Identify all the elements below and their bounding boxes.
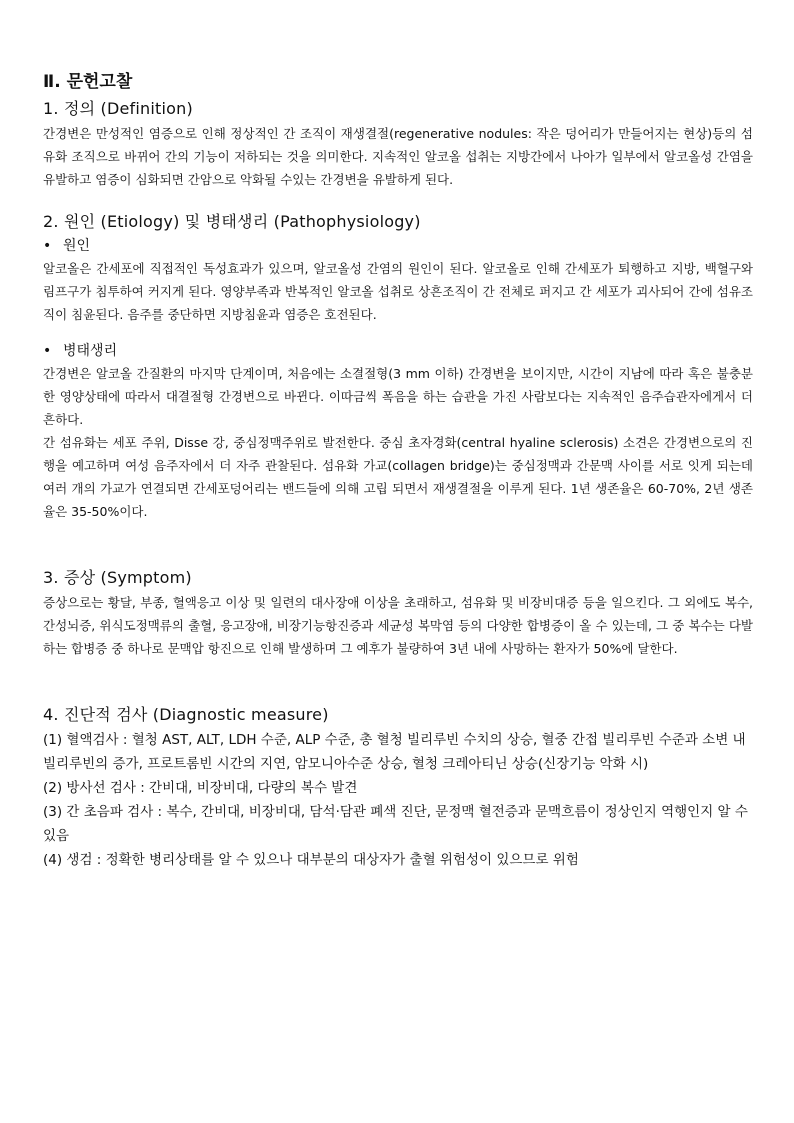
spacer bbox=[43, 523, 753, 567]
diagnostic-item-blood-test: (1) 혈액검사 : 혈청 AST, ALT, LDH 수준, ALP 수준, 총 혈청 빌리루빈 수치의 상승, 혈중 간접 빌리루빈 수준과 소변 내 빌리루빈의 증가, 프로트롬빈 시간의 지연, 암모니아수준 상승, 혈청 크레아티닌 상승(신장기능 악화 시) bbox=[43, 732, 746, 772]
cause-paragraph: 알코올은 간세포에 직접적인 독성효과가 있으며, 알코올성 간염의 원인이 된다. 알코올로 인해 간세포가 퇴행하고 지방, 백혈구와 림프구가 침투하여 커지게 된다. 영양부족과 반복적인 알코올 섭취로 상흔조직이 간 전체로 퍼지고 간 세포가 괴사되어 간에 섬유조직이 침윤된다. 음주를 중단하면 지방침윤과 염증은 호전된다. bbox=[43, 261, 753, 322]
diagnostic-item-radiology: (2) 방사선 검사 : 간비대, 비장비대, 다량의 복수 발견 bbox=[43, 780, 358, 796]
pathophysiology-paragraph-1: 간경변은 알코올 간질환의 마지막 단계이며, 처음에는 소결절형(3 mm 이하) 간경변을 보이지만, 시간이 지남에 따라 혹은 불충분한 영양상태에 따라서 대결절형 간경변으로 바뀐다. 이따금씩 폭음을 하는 습관을 가진 사람보다는 지속적인 음주습관자에게서 더 흔하다. bbox=[43, 366, 753, 427]
cause-bullet bbox=[43, 235, 753, 257]
section-etiology-title: 2. 원인 (Etiology) 및 병태생리 (Pathophysiology) bbox=[43, 212, 421, 231]
diagnostic-item-ultrasound: (3) 간 초음파 검사 : 복수, 간비대, 비장비대, 담석·담관 폐색 진단, 문정맥 혈전증과 문맥흐름이 정상인지 역행인지 알 수 있음 bbox=[43, 804, 748, 844]
chapter-title: Ⅱ. 문헌고찰 bbox=[43, 72, 133, 92]
spacer bbox=[43, 191, 753, 211]
pathophysiology-paragraph-2: 간 섬유화는 세포 주위, Disse 강, 중심정맥주위로 발전한다. 중심 초자경화(central hyaline sclerosis) 소견은 간경변으로의 진행을 예고하며 여성 음주자에서 더 자주 관찰된다. 섬유화 가교(collagen bridge)는 중심정맥과 간문맥 사이를 서로 잇게 되는데 여러 개의 가교가 연결되면 간세포덩어리는 밴드들에 의해 고립 되면서 재생결절을 이루게 된다. 1년 생존율은 60-70%, 2년 생존율은 35-50%이다. bbox=[43, 435, 753, 519]
bullet-icon: • bbox=[43, 343, 52, 359]
document-page bbox=[43, 70, 753, 872]
symptom-paragraph: 증상으로는 황달, 부종, 혈액응고 이상 및 일련의 대사장애 이상을 초래하고, 섬유화 및 비장비대증 등을 일으킨다. 그 외에도 복수, 간성뇌증, 위식도정맥류의 출혈, 응고장애, 비장기능항진증과 세균성 복막염 등의 다양한 합병증이 올 수 있는데, 그 중 복수는 다발하는 합병증 중 하나로 문맥압 항진으로 인해 발생하며 그 예후가 불량하여 3년 내에 사망하는 환자가 50%에 달한다. bbox=[43, 595, 753, 656]
section-definition-title: 1. 정의 (Definition) bbox=[43, 99, 193, 118]
spacer bbox=[43, 660, 753, 704]
definition-paragraph: 간경변은 만성적인 염증으로 인해 정상적인 간 조직이 재생결절(regenerative nodules: 작은 덩어리가 만들어지는 현상)등의 섬유화 조직으로 바뀌어 간의 기능이 저하되는 것을 의미한다. 지속적인 알코올 섭취는 지방간에서 나아가 일부에서 알코올성 간염을 유발하고 염증이 심화되면 간암으로 악화될 수있는 간경변을 유발하게 된다. bbox=[43, 126, 753, 187]
spacer bbox=[43, 326, 753, 340]
pathophysiology-bullet-label: 병태생리 bbox=[63, 343, 118, 359]
cause-bullet-label: 원인 bbox=[63, 238, 91, 254]
section-symptom-title: 3. 증상 (Symptom) bbox=[43, 568, 192, 587]
pathophysiology-bullet bbox=[43, 340, 753, 362]
section-diagnostic-title: 4. 진단적 검사 (Diagnostic measure) bbox=[43, 705, 329, 724]
diagnostic-item-biopsy: (4) 생검 : 정확한 병리상태를 알 수 있으나 대부분의 대상자가 출혈 위험성이 있으므로 위험 bbox=[43, 852, 579, 868]
bullet-icon: • bbox=[43, 238, 52, 254]
